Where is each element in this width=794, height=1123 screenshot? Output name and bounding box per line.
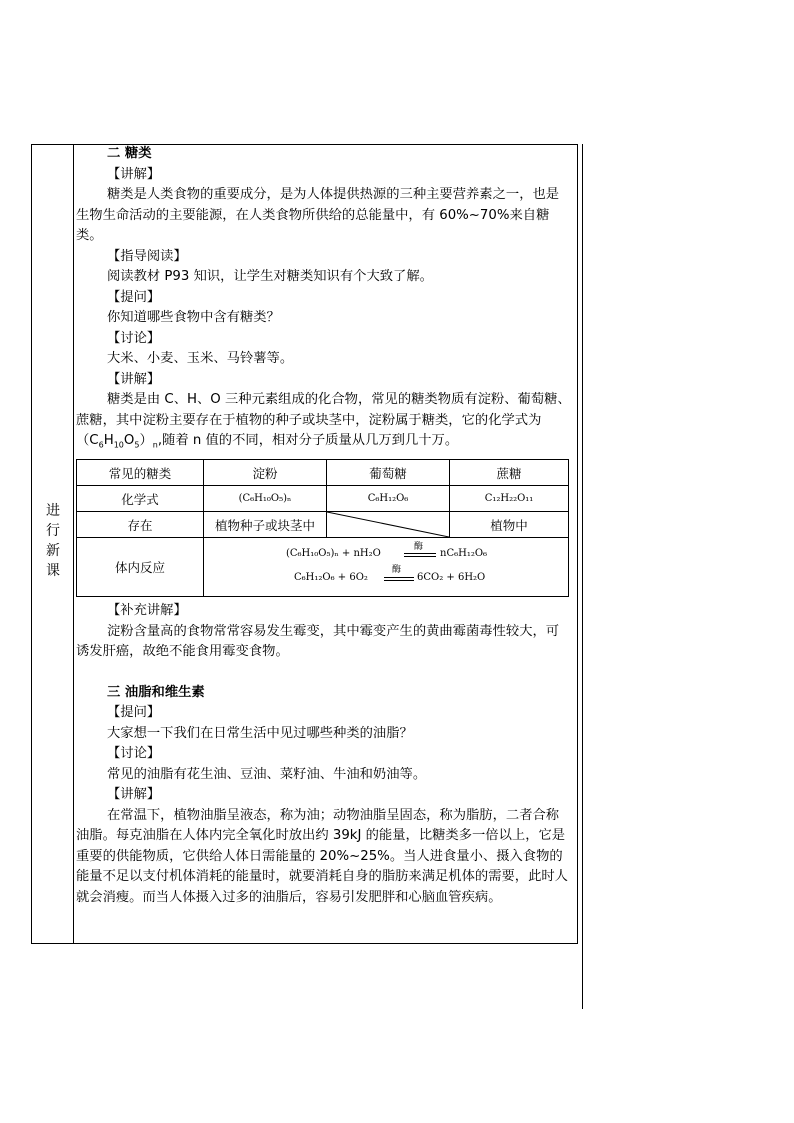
- equals-line: [404, 553, 436, 554]
- lecture-paragraph: [76, 390, 572, 456]
- lecture-paragraph: 糖类是人类食物的重要成分，是为人体提供热源的三种主要营养素之一，也是生物生命活动的主要能源，在人类食物所供给的总能量中，有 60%~70%来自糖类。: [76, 187, 560, 243]
- lecture-text: 糖类是由 C、H、O 三种元素组成的化合物，常见的糖类物质有淀粉、葡萄糖、蔗糖，其中淀粉主要存在于植物的种子或块茎中，淀粉属于糖类，它的化学式为（C: [76, 392, 571, 448]
- tag-lecture: 【讲解】: [107, 787, 161, 803]
- diagonal-line: [327, 512, 449, 537]
- stage-char: 新: [46, 543, 60, 559]
- starch-formula: (C₆H₁₀O₅)ₙ: [204, 486, 327, 512]
- table-row: [77, 512, 569, 538]
- reading-text: 阅读教材 P93 知识，让学生对糖类知识有个大致了解。: [107, 269, 433, 284]
- stage-char: 行: [46, 523, 60, 539]
- table-row: [77, 486, 569, 512]
- lecture-text: ）: [139, 433, 153, 448]
- tag-lecture: 【讲解】: [107, 371, 161, 387]
- row-label: 化学式: [77, 486, 204, 512]
- supplement-text: 淀粉含量高的食物常常容易发生霉变，其中霉变产生的黄曲霉菌毒性较大，可诱发肝癌，故绝不能食用霉变食物。: [76, 623, 560, 660]
- section-title-sugars: 二 糖类: [107, 146, 152, 161]
- diagonal-cell: [327, 512, 450, 538]
- tag-question: 【提问】: [107, 705, 161, 721]
- enzyme-label: 酶: [392, 565, 402, 576]
- reaction-equations: [204, 539, 568, 595]
- row-label: 存在: [77, 512, 204, 538]
- right-border-line: [582, 144, 583, 1009]
- lecture-text: H: [103, 433, 114, 448]
- sucrose-formula: C₁₂H₂₂O₁₁: [450, 486, 569, 512]
- tag-discuss: 【讨论】: [107, 746, 161, 762]
- tag-reading: 【指导阅读】: [107, 248, 187, 264]
- table-header: 常见的糖类: [77, 460, 204, 486]
- sucrose-existence: 植物中: [450, 512, 569, 538]
- tag-question: 【提问】: [107, 289, 161, 305]
- lecture-text: ,随着 n 值的不同，相对分子质量从几万到几十万。: [157, 433, 459, 448]
- reaction2-left: C₆H₁₂O₆ + 6O₂: [294, 572, 368, 584]
- subscript: 10: [113, 440, 124, 450]
- enzyme-label: 酶: [414, 542, 424, 553]
- equals-line: [384, 580, 414, 581]
- lesson-content: [76, 144, 572, 908]
- question-text: 大家想一下我们在日常生活中见过哪些种类的油脂？: [107, 725, 413, 741]
- reaction1-left: (C₆H₁₀O₅)ₙ + nH₂O: [286, 548, 381, 560]
- lecture-text: O: [123, 433, 135, 448]
- equals-line: [404, 556, 436, 557]
- tag-supplement: 【补充讲解】: [107, 603, 187, 619]
- stage-char: 进: [46, 503, 60, 519]
- spacer: [76, 663, 572, 683]
- reaction2-right: 6CO₂ + 6H₂O: [417, 572, 486, 584]
- table-header: 淀粉: [204, 460, 327, 486]
- sugar-table: [76, 459, 569, 597]
- discuss-text: 大米、小麦、玉米、马铃薯等。: [107, 351, 294, 366]
- subscript: 6: [98, 440, 104, 450]
- table-row: [77, 538, 569, 597]
- stage-label: [32, 501, 74, 581]
- reaction1-right: nC₆H₁₂O₆: [440, 548, 488, 560]
- lecture-paragraph: 在常温下，植物油脂呈液态，称为油；动物油脂呈固态，称为脂肪，二者合称油脂。每克油脂在人体内完全氧化时放出约 39kJ 的能量，比糖类多一倍以上，它是重要的供能物质，它供给人体日需能量的 20%~25%。当人进食量小、摄入食物的能量不足以支付机体消耗的能量时，就要消耗自身的脂肪来满足机体的需要，此时人就会消瘦。而当人体摄入过多的油脂后，容易引发肥胖和心脑血管疾病。: [76, 807, 568, 905]
- table-header: 蔗糖: [450, 460, 569, 486]
- table-header: 葡萄糖: [327, 460, 450, 486]
- stage-column: [32, 145, 74, 943]
- glucose-formula: C₆H₁₂O₆: [327, 486, 450, 512]
- question-text: 你知道哪些食物中含有糖类？: [107, 310, 280, 325]
- reaction-cell: [204, 538, 569, 597]
- subscript: 5: [134, 440, 140, 450]
- row-label: 体内反应: [77, 538, 204, 597]
- equals-line: [384, 577, 414, 578]
- stage-char: 课: [46, 563, 60, 579]
- section-title-fats: 三 油脂和维生素: [107, 684, 205, 700]
- tag-lecture: 【讲解】: [107, 166, 161, 182]
- subscript: n: [152, 440, 158, 450]
- tag-discuss: 【讨论】: [107, 330, 161, 346]
- table-row: [77, 460, 569, 486]
- starch-existence: 植物种子或块茎中: [204, 512, 327, 538]
- discuss-text: 常见的油脂有花生油、豆油、菜籽油、牛油和奶油等。: [107, 766, 427, 782]
